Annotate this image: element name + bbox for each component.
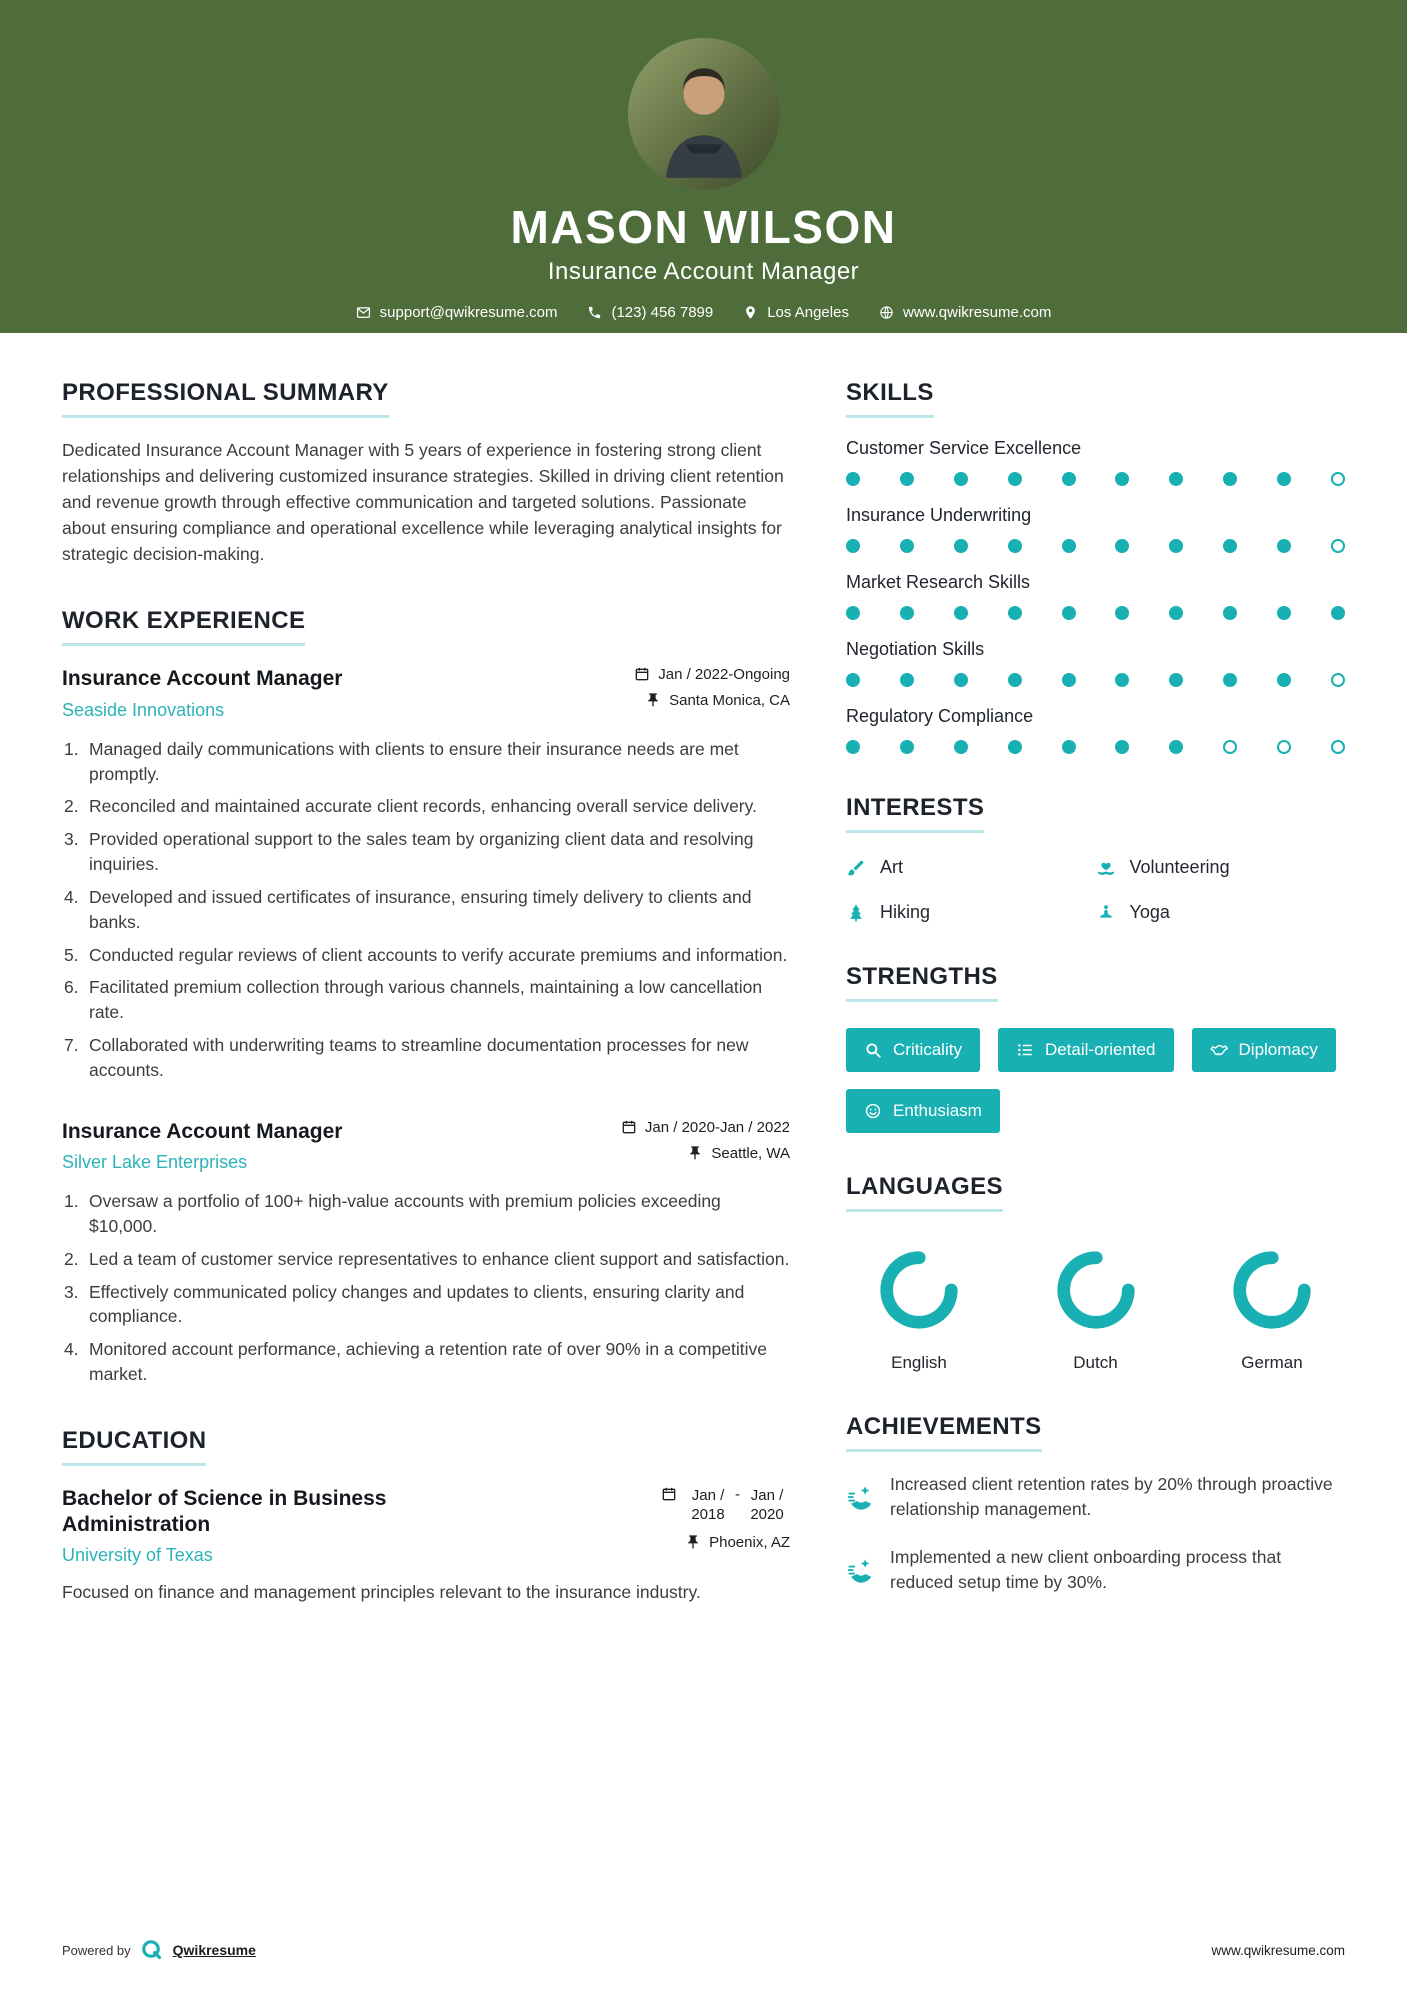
interest-label: Yoga — [1129, 902, 1170, 922]
summary-heading: PROFESSIONAL SUMMARY — [62, 379, 389, 418]
skill-dot-filled — [846, 673, 860, 687]
skill-name: Market Research Skills — [846, 572, 1031, 592]
job-bullet: Collaborated with underwriting teams to streamline documentation processes for new accounts. — [89, 1035, 749, 1080]
education-entry — [62, 1486, 790, 1567]
skill-dot-filled — [1115, 740, 1129, 754]
skill-dot-filled — [1008, 740, 1022, 754]
skill-dot-filled — [1331, 606, 1345, 620]
job-meta — [607, 1119, 790, 1171]
skill-dot-filled — [1169, 673, 1183, 687]
person-name: MASON WILSON — [510, 201, 897, 253]
skill-name: Regulatory Compliance — [846, 706, 1034, 726]
section-education — [62, 1427, 790, 1606]
skill-dot-filled — [1008, 673, 1022, 687]
job-bullet: Led a team of customer service representatives to enhance client support and satisfaction. — [89, 1248, 790, 1269]
skill-name: Insurance Underwriting — [846, 505, 1032, 525]
contact-website-text: www.qwikresume.com — [902, 304, 1052, 321]
job-bullet: Provided operational support to the sales team by organizing client data and resolving inquiries. — [89, 829, 754, 875]
job-location-text: Santa Monica, CA — [669, 692, 790, 710]
skill-dot-filled — [900, 673, 914, 687]
skill-dot-filled — [900, 472, 914, 486]
right-column — [846, 379, 1345, 1646]
skill-dot-filled — [954, 606, 968, 620]
section-languages — [846, 1173, 1345, 1373]
contact-email[interactable] — [356, 304, 558, 321]
skill-rating — [846, 673, 1345, 687]
job-list — [62, 666, 790, 1387]
section-skills — [846, 379, 1345, 754]
section-professional-summary — [62, 379, 790, 567]
language-item — [1207, 1246, 1337, 1373]
envelope-icon — [356, 305, 371, 320]
language-name: Dutch — [1073, 1353, 1118, 1372]
job-location — [621, 1145, 790, 1162]
skill-dot-filled — [1115, 472, 1129, 486]
language-item — [854, 1246, 984, 1373]
job-title: Insurance Account Manager — [62, 667, 343, 691]
section-work-experience — [62, 607, 790, 1387]
education-dates — [661, 1486, 790, 1525]
section-interests — [846, 794, 1345, 923]
skill-dot-filled — [954, 472, 968, 486]
strength-label: Diplomacy — [1238, 1040, 1318, 1059]
calendar-icon — [661, 1486, 677, 1502]
strength-label: Detail-oriented — [1044, 1040, 1156, 1059]
calendar-icon — [634, 666, 650, 682]
job-title: Insurance Account Manager — [62, 1119, 343, 1143]
job-meta — [620, 666, 790, 718]
strength-label: Criticality — [893, 1040, 962, 1059]
skill-dot-filled — [900, 740, 914, 754]
skill-dot-filled — [846, 539, 860, 553]
skill-item — [846, 505, 1345, 553]
smiley-icon — [864, 1102, 882, 1120]
handshake-icon — [1210, 1041, 1228, 1059]
skill-dot-filled — [1062, 740, 1076, 754]
skill-dot-filled — [1115, 606, 1129, 620]
skill-rating — [846, 472, 1345, 486]
contact-row — [0, 304, 1407, 321]
education-heading: EDUCATION — [62, 1427, 206, 1466]
interest-item — [846, 857, 1096, 878]
skill-dot-filled — [1169, 472, 1183, 486]
contact-phone-text: (123) 456 7899 — [611, 304, 714, 321]
skill-item — [846, 639, 1345, 687]
job-date-text: Jan / 2020-Jan / 2022 — [644, 1118, 790, 1136]
job-bullet: Reconciled and maintained accurate client records, enhancing overall service delivery. — [89, 796, 757, 817]
language-level-donut — [1031, 1246, 1161, 1339]
skill-dot-filled — [1062, 472, 1076, 486]
skill-dot-filled — [900, 539, 914, 553]
job-location-text: Seattle, WA — [711, 1144, 790, 1162]
job-company: Silver Lake Enterprises — [62, 1152, 248, 1173]
language-name: English — [891, 1353, 947, 1372]
skill-dot-filled — [954, 673, 968, 687]
contact-email-text: support@qwikresume.com — [379, 304, 558, 321]
achievement-text: Implemented a new client onboarding process that reduced setup time by 30%. — [890, 1546, 1282, 1593]
job-bullets — [62, 737, 790, 1083]
job-date — [634, 666, 790, 683]
skill-dot-empty — [1331, 539, 1345, 553]
achievement-icon — [846, 1474, 876, 1523]
skills-heading: SKILLS — [846, 379, 934, 418]
person-title: Insurance Account Manager — [547, 258, 860, 285]
skill-dot-filled — [1223, 539, 1237, 553]
skill-item — [846, 706, 1345, 754]
skill-dot-filled — [1223, 606, 1237, 620]
skill-dot-filled — [846, 740, 860, 754]
language-level-donut — [854, 1246, 984, 1339]
list-icon — [1016, 1041, 1034, 1059]
skill-dot-filled — [1277, 673, 1291, 687]
achievement-icon — [846, 1547, 876, 1596]
skill-dot-empty — [1331, 673, 1345, 687]
calendar-icon — [621, 1119, 637, 1135]
job-entry — [62, 666, 790, 1082]
interest-list — [846, 857, 1345, 923]
achievement-item — [846, 1545, 1345, 1596]
globe-icon — [879, 305, 894, 320]
skill-dot-filled — [846, 606, 860, 620]
powered-by — [62, 1938, 256, 1962]
skill-dot-filled — [1008, 606, 1022, 620]
interest-item — [1096, 902, 1346, 923]
phone-icon — [587, 305, 602, 320]
skill-item — [846, 572, 1345, 620]
pushpin-icon — [645, 692, 661, 708]
strength-badge[interactable] — [846, 1028, 980, 1072]
skill-name: Customer Service Excellence — [846, 438, 1082, 458]
education-date-separator: - — [735, 1485, 740, 1503]
education-meta — [647, 1486, 790, 1560]
pushpin-icon — [687, 1145, 703, 1161]
skill-dot-empty — [1223, 740, 1237, 754]
contact-location-text: Los Angeles — [767, 304, 849, 321]
achievement-text: Increased client retention rates by 20% through proactive relationship management. — [890, 1474, 1333, 1520]
header — [0, 0, 1407, 333]
strength-list — [846, 1028, 1345, 1133]
qwikresume-link[interactable]: Qwikresume — [172, 1942, 256, 1958]
skill-dot-filled — [1223, 673, 1237, 687]
skill-dot-filled — [1277, 539, 1291, 553]
skill-list — [846, 438, 1345, 754]
qwikresume-logo-icon — [140, 1938, 164, 1962]
interest-label: Volunteering — [1129, 857, 1230, 877]
section-strengths — [846, 963, 1345, 1133]
contact-phone[interactable] — [587, 304, 713, 321]
pushpin-icon — [685, 1534, 701, 1550]
skill-dot-filled — [1062, 539, 1076, 553]
achievement-item — [846, 1472, 1345, 1523]
degree-title: Bachelor of Science in Business Administration — [62, 1486, 387, 1537]
strength-label: Enthusiasm — [893, 1101, 982, 1120]
job-bullet: Oversaw a portfolio of 100+ high-value accounts with premium policies exceeding $10,000. — [89, 1191, 721, 1236]
language-name: German — [1241, 1353, 1303, 1372]
job-bullet: Managed daily communications with clients to ensure their insurance needs are met promptly. — [89, 738, 739, 784]
work-heading: WORK EXPERIENCE — [62, 607, 305, 646]
strengths-heading: STRENGTHS — [846, 963, 998, 1002]
skill-item — [846, 438, 1345, 486]
skill-dot-filled — [1115, 539, 1129, 553]
job-bullet: Effectively communicated policy changes and updates to clients, ensuring clarity and compliance. — [89, 1281, 745, 1327]
skill-dot-filled — [1062, 606, 1076, 620]
skill-dot-filled — [1169, 539, 1183, 553]
skill-dot-empty — [1277, 740, 1291, 754]
job-company: Seaside Innovations — [62, 699, 225, 720]
strength-badge[interactable] — [998, 1028, 1174, 1072]
job-entry — [62, 1119, 790, 1387]
job-location — [634, 692, 790, 709]
skill-dot-filled — [1008, 539, 1022, 553]
job-bullet: Facilitated premium collection through various channels, maintaining a low cancellation rate. — [89, 977, 763, 1023]
language-item — [1031, 1246, 1161, 1373]
profile-photo — [628, 38, 780, 190]
pin-icon — [743, 305, 758, 320]
job-bullet: Monitored account performance, achieving a retention rate of over 90% in a competitive market. — [89, 1339, 768, 1385]
strength-badge[interactable] — [846, 1089, 1000, 1133]
school-name: University of Texas — [62, 1545, 213, 1566]
job-bullet: Developed and issued certificates of insurance, ensuring timely delivery to clients and banks. — [89, 886, 752, 932]
skill-dot-filled — [1169, 740, 1183, 754]
skill-dot-filled — [954, 740, 968, 754]
language-list — [846, 1246, 1345, 1373]
resume-body — [0, 333, 1407, 1646]
strength-badge[interactable] — [1192, 1028, 1336, 1072]
yoga-icon — [1096, 903, 1116, 923]
achievement-list — [846, 1472, 1345, 1596]
interest-item — [1096, 857, 1346, 878]
languages-heading: LANGUAGES — [846, 1173, 1003, 1212]
summary-text: Dedicated Insurance Account Manager with 5 years of experience in fostering strong client relationships and delivering customized insurance strategies. Skilled in driving client retention and revenue growth through effective communication and targeted solutions. Passionate about ensuring compliance and operational excellence while leveraging analytical insights for strategic decision-making. — [62, 440, 784, 564]
paintbrush-icon — [846, 858, 866, 878]
interests-heading: INTERESTS — [846, 794, 984, 833]
job-date-text: Jan / 2022-Ongoing — [658, 666, 790, 684]
skill-dot-filled — [1277, 606, 1291, 620]
contact-website[interactable] — [879, 304, 1051, 321]
interest-label: Art — [880, 857, 904, 877]
section-achievements — [846, 1413, 1345, 1596]
skill-dot-filled — [1169, 606, 1183, 620]
left-column — [62, 379, 790, 1646]
skill-dot-filled — [1115, 673, 1129, 687]
skill-dot-empty — [1331, 472, 1345, 486]
contact-location[interactable] — [743, 304, 849, 321]
job-bullet: Conducted regular reviews of client accounts to verify accurate premiums and information. — [89, 944, 788, 965]
skill-dot-filled — [954, 539, 968, 553]
education-description: Focused on finance and management principles relevant to the insurance industry. — [62, 1582, 701, 1603]
skill-dot-filled — [846, 472, 860, 486]
job-bullets — [62, 1189, 790, 1387]
interest-label: Hiking — [880, 902, 931, 922]
skill-dot-filled — [1062, 673, 1076, 687]
skill-dot-empty — [1331, 740, 1345, 754]
skill-dot-filled — [1008, 472, 1022, 486]
powered-by-label: Powered by — [62, 1942, 131, 1958]
footer-website: www.qwikresume.com — [1211, 1942, 1345, 1958]
job-date — [621, 1119, 790, 1136]
education-location: Phoenix, AZ — [661, 1534, 790, 1551]
tree-icon — [846, 903, 866, 923]
language-level-donut — [1207, 1246, 1337, 1339]
skill-rating — [846, 606, 1345, 620]
skill-dot-filled — [900, 606, 914, 620]
hands-heart-icon — [1096, 858, 1116, 878]
skill-dot-filled — [1277, 472, 1291, 486]
skill-name: Negotiation Skills — [846, 639, 985, 659]
education-date-end: Jan / 2020 — [750, 1486, 784, 1524]
achievements-heading: ACHIEVEMENTS — [846, 1413, 1042, 1452]
skill-rating — [846, 539, 1345, 553]
interest-item — [846, 902, 1096, 923]
profile-photo-image — [628, 38, 780, 190]
education-date-start: Jan / 2018 — [691, 1486, 725, 1524]
footer — [62, 1938, 1345, 1962]
magnifier-icon — [864, 1041, 882, 1059]
skill-rating — [846, 740, 1345, 754]
skill-dot-filled — [1223, 472, 1237, 486]
